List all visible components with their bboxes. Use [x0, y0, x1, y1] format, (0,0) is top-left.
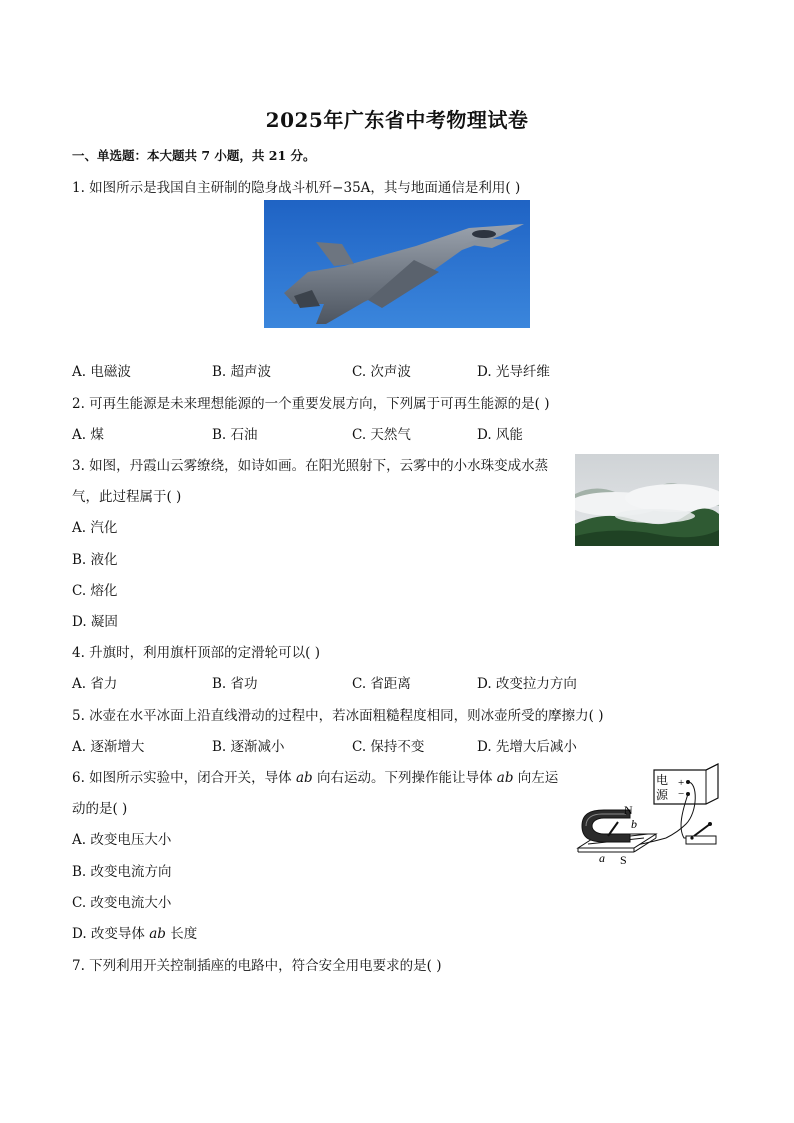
q6-text-part1: 6. 如图所示实验中，闭合开关，导体: [72, 770, 296, 786]
q6-var-ab: ab: [295, 770, 313, 786]
q5-option-b[interactable]: B. 逐渐减小: [212, 739, 285, 755]
plus-terminal-label: +: [678, 777, 685, 789]
q1-option-b[interactable]: B. 超声波: [212, 364, 272, 380]
q5-option-a[interactable]: A. 逐渐增大: [72, 739, 145, 755]
q6-option-d-part2: 长度: [165, 926, 198, 942]
electromagnet-circuit-figure: [574, 762, 724, 866]
q4-option-a[interactable]: A. 省力: [72, 676, 118, 692]
q2-option-d[interactable]: D. 风能: [477, 427, 523, 443]
q5-option-c[interactable]: C. 保持不变: [352, 739, 425, 755]
minus-terminal-label: −: [678, 788, 685, 800]
q6-option-b[interactable]: B. 改变电流方向: [72, 864, 172, 880]
question-7-text: 7. 下列利用开关控制插座的电路中，符合安全用电要求的是( ): [72, 958, 442, 974]
q3-option-a[interactable]: A. 汽化: [72, 520, 118, 536]
question-2-text: 2. 可再生能源是未来理想能源的一个重要发展方向，下列属于可再生能源的是( ): [72, 396, 550, 412]
label-s: S: [620, 853, 627, 866]
q1-option-a[interactable]: A. 电磁波: [72, 364, 131, 380]
question-5-text: 5. 冰壶在水平冰面上沿直线滑动的过程中，若冰面粗糙程度相同，则冰壶所受的摩擦力( ): [72, 708, 604, 724]
q6-option-a[interactable]: A. 改变电压大小: [72, 832, 172, 848]
q6-text-part2: 向右运动。下列操作能让导体: [312, 770, 497, 786]
q6-option-c[interactable]: C. 改变电流大小: [72, 895, 172, 911]
label-n: N: [624, 803, 633, 817]
q3-option-b[interactable]: B. 液化: [72, 552, 118, 568]
question-3-text-line2: 气，此过程属于( ): [72, 489, 182, 505]
q6-option-d-var: ab: [149, 926, 166, 942]
power-source-label-1: 电: [656, 773, 669, 787]
danxia-mountain-image: [575, 454, 719, 546]
q3-option-d[interactable]: D. 凝固: [72, 614, 118, 630]
power-source-label-2: 源: [656, 788, 669, 802]
question-1-text: 1. 如图所示是我国自主研制的隐身战斗机歼−35A，其与地面通信是利用( ): [72, 180, 521, 196]
q5-option-d[interactable]: D. 先增大后减小: [477, 739, 577, 755]
section-heading: 一、单选题：本大题共 7 小题，共 21 分。: [72, 148, 316, 163]
q6-option-d-part1: D. 改变导体: [72, 926, 150, 942]
question-6-text-line1: [72, 766, 558, 786]
label-a: a: [599, 851, 605, 865]
q1-option-c[interactable]: C. 次声波: [352, 364, 411, 380]
q4-option-b[interactable]: B. 省功: [212, 676, 258, 692]
question-4-text: 4. 升旗时，利用旗杆顶部的定滑轮可以( ): [72, 645, 320, 661]
q6-option-d[interactable]: [72, 922, 197, 942]
label-b: b: [631, 817, 637, 831]
question-1-options: [72, 360, 632, 380]
question-3-text-line1: 3. 如图，丹霞山云雾缭绕，如诗如画。在阳光照射下，云雾中的小水珠变成水蒸: [72, 458, 549, 474]
q3-option-c[interactable]: C. 熔化: [72, 583, 118, 599]
q6-var-ab-2: ab: [496, 770, 514, 786]
question-2-options: [72, 423, 632, 443]
q2-option-c[interactable]: C. 天然气: [352, 427, 411, 443]
q4-option-d[interactable]: D. 改变拉力方向: [477, 676, 577, 692]
question-4-options: [72, 672, 632, 692]
q1-option-d[interactable]: D. 光导纤维: [477, 364, 550, 380]
fighter-jet-image: [264, 200, 530, 328]
q6-text-part3: 向左运: [513, 770, 559, 786]
q2-option-a[interactable]: A. 煤: [72, 427, 104, 443]
q2-option-b[interactable]: B. 石油: [212, 427, 258, 443]
question-5-options: [72, 735, 632, 755]
q4-option-c[interactable]: C. 省距离: [352, 676, 411, 692]
page-title: 2025年广东省中考物理试卷: [265, 108, 529, 132]
question-6-text-line2: 动的是( ): [72, 801, 128, 817]
